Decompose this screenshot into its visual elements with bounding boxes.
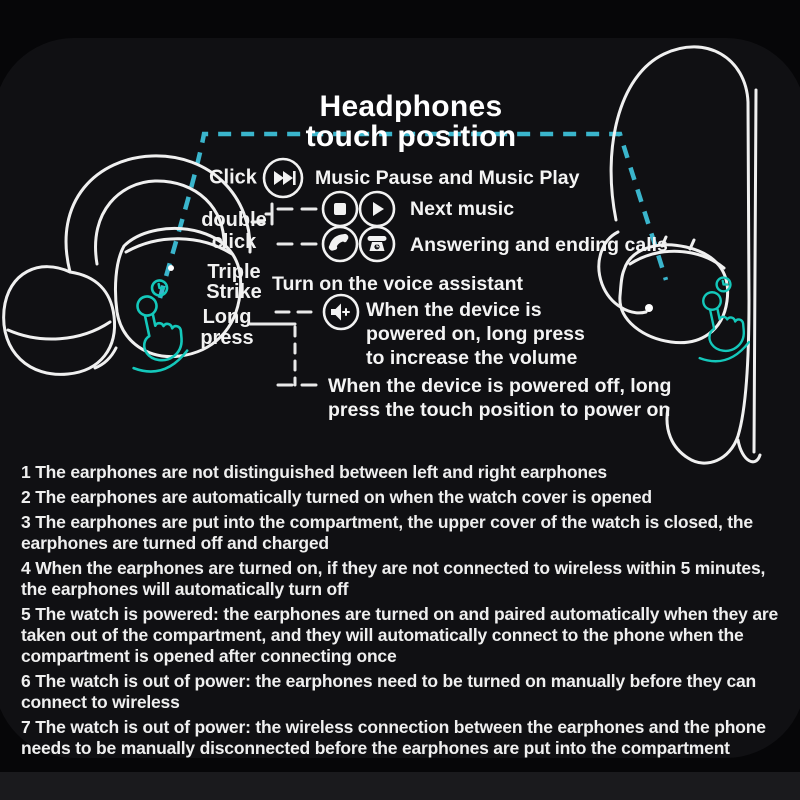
long-label-line2: press <box>200 327 254 349</box>
volume-line3: to increase the volume <box>366 347 578 369</box>
gesture-text-calls: Answering and ending calls <box>410 234 668 256</box>
triple-label-line1: Triple <box>207 261 261 283</box>
title-line1: Headphones <box>319 90 503 123</box>
note-7: 7 The watch is out of power: the wireless connection between the earphones and the phone needs to be manually disconnected before the earphones are put into the compartment <box>21 717 766 758</box>
gesture-label-long-press <box>192 307 262 349</box>
note-6: 6 The watch is out of power: the earphones need to be turned on manually before they can connect to wireless <box>21 671 757 712</box>
power-line1: When the device is powered off, long <box>328 375 672 397</box>
volume-line2: powered on, long press <box>366 323 585 345</box>
bottom-strip <box>0 772 800 800</box>
note-5: 5 The watch is powered: the earphones are turned on and paired automatically when they are taken out of the compartment, and they will automatically connect to the phone when the compartment is opened after connecting once <box>21 604 779 666</box>
power-line2: press the touch position to power on <box>328 399 671 421</box>
title-line2: touch position <box>305 120 517 153</box>
double-label-line2: click <box>211 231 257 253</box>
page-title <box>211 92 611 152</box>
note-3: 3 The earphones are put into the compartment, the upper cover of the watch is closed, the earphones are turned off and charged <box>21 512 753 553</box>
note-2: 2 The earphones are automatically turned on when the watch cover is opened <box>21 487 652 507</box>
long-label-line1: Long <box>202 306 252 328</box>
note-4: 4 When the earphones are turned on, if they are not connected to wireless within 5 minutes, the earphones will automatically turn off <box>21 558 766 599</box>
notes-list <box>21 462 785 763</box>
triple-label-line2: Strike <box>206 281 262 303</box>
gesture-text-volume <box>366 298 585 370</box>
gesture-label-double-click <box>192 209 276 253</box>
double-label-line1: double <box>201 209 267 231</box>
gesture-label-click: Click <box>209 166 257 189</box>
gesture-label-triple-strike <box>196 262 272 302</box>
gesture-text-play-pause: Music Pause and Music Play <box>315 167 580 189</box>
gesture-text-next-music: Next music <box>410 198 515 220</box>
note-1: 1 The earphones are not distinguished between left and right earphones <box>21 462 607 482</box>
volume-line1: When the device is <box>366 299 542 321</box>
gesture-text-voice-assistant: Turn on the voice assistant <box>272 273 524 295</box>
gesture-text-power-on <box>328 374 671 422</box>
